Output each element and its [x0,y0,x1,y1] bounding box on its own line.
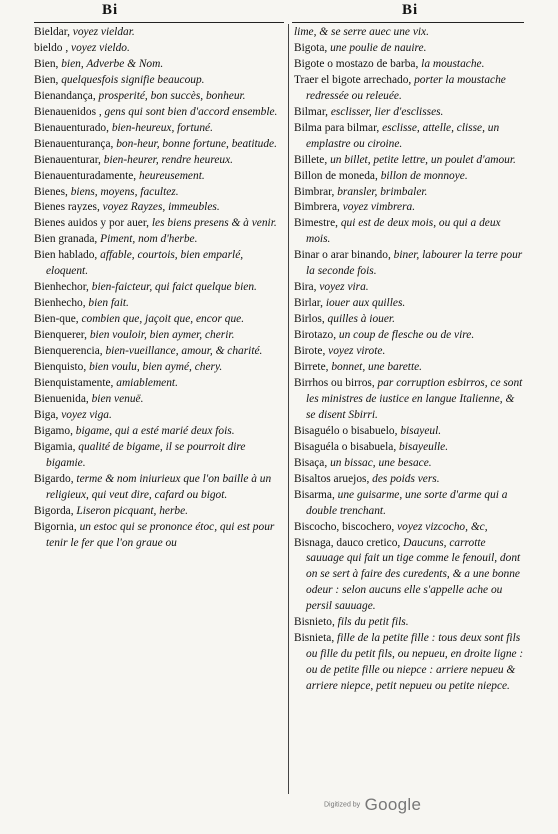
definition: les biens presens & à venir. [151,217,277,230]
headword: Bienauenturado, [34,121,112,134]
dictionary-entry [34,312,286,328]
headword: Bigamia, [34,440,79,453]
definition: affable, courtois, bien emparlé, eloquent. [46,249,244,278]
dictionary-entry [294,153,526,169]
definition: bisayeul. [400,424,442,437]
headword: Bisnaga, dauco cretico, [294,536,404,549]
column-divider [288,24,289,794]
headword: Bisnieta, [294,632,338,645]
dictionary-entry [34,392,286,408]
definition: Daucuns, carrotte sauuage qui fait un tige comme le fenouil, dont on se sert à faire des curedents, & a une bonne odeur : selon aucuns elle s'appelle ache ou persil sauuage. [306,536,521,613]
definition: bonnet, une barette. [331,361,423,374]
headword: Bien, [34,73,62,86]
headword: Bilma para bilmar, [294,121,383,134]
headword: Bigorda, [34,504,77,517]
definition: voyez vizcocho, &c, [397,520,488,533]
headword: Birotazo, [294,329,339,342]
definition: fille de la petite fille : tous deux sont fils ou fille du petit fils, ou nepueu, en droite ligne : ou de petite fille ou niepce : arriere nepueu & arriere niepce, petit nepueu ou petite niepce. [306,632,524,693]
dictionary-entry [294,440,526,456]
headword: Bienquerer, [34,329,90,342]
dictionary-entry [34,344,286,360]
definition: voyez Rayzes, immeubles. [102,201,220,214]
dictionary-entry [294,216,526,248]
headword: Bienes rayzes, [34,201,103,214]
dictionary-entry [34,89,286,105]
dictionary-entry [34,137,286,153]
headword: Bienes, [34,185,71,198]
definition: bisayeulle. [399,440,449,453]
dictionary-entry [294,360,526,376]
definition: quilles à iouer. [327,313,395,326]
headword: Biga, [34,408,62,421]
dictionary-entry [294,344,526,360]
definition: voyez vieldo. [71,41,130,54]
definition: terme & nom iniurieux que l'on baille à un religieux, qui veut dire, cafard ou bigot. [46,472,272,501]
dictionary-entry [34,57,286,73]
dictionary-entry [294,376,526,424]
dictionary-entry [34,169,286,185]
dictionary-entry [34,408,286,424]
definition: un coup de flesche ou de vire. [338,329,475,342]
headword: Birote, [294,345,329,358]
definition: bien venuë. [91,392,144,405]
dictionary-entry [294,520,526,536]
headword: Bisaguélo o bisabuelo, [294,424,401,437]
dictionary-entry [294,472,526,488]
definition: bigame, qui a esté marié deux fois. [75,424,235,437]
dictionary-entry [34,520,286,552]
headword: Bienes auidos y por auer, [34,217,152,230]
definition: esclisser, lier d'esclisses. [330,105,444,118]
dictionary-entry [294,73,526,105]
definition: esclisse, attelle, clisse, un emplastre ou ciroine. [306,121,500,150]
definition: gens qui sont bien d'accord ensemble. [104,105,278,118]
definition: bien vouloir, bien aymer, cherir. [89,329,235,342]
headword: Birrhos ou birros, [294,376,378,389]
headword: Bigardo, [34,472,77,485]
headword: Bimbrar, [294,185,338,198]
definition: des poids vers. [372,472,440,485]
dictionary-entry [34,360,286,376]
dictionary-entry [34,41,286,57]
headword: Birrete, [294,361,332,374]
dictionary-entry [294,105,526,121]
dictionary-entry [34,153,286,169]
right-column [294,25,526,695]
definition: un estoc qui se prononce étoc, qui est pour tenir le fer que l'on graue ou [46,520,275,549]
definition: par corruption esbirros, ce sont les ministres de iustice en langue Italienne, & se disent Sbirri. [306,376,523,421]
definition: qualité de bigame, il se pourroit dire bigamie. [46,440,246,469]
definition: voyez vieldar. [72,26,135,38]
headword: Traer el bigote arrechado, [294,73,415,86]
definition: biner, labourer la terre pour la seconde fois. [306,249,523,278]
definition: une poulie de nauire. [330,41,427,54]
dictionary-entry [294,280,526,296]
dictionary-entry [34,105,286,121]
headword: Bienauenidos , [34,105,105,118]
definition: bon-heur, bonne fortune, beatitude. [116,137,277,150]
headword: Bigota, [294,41,331,54]
column-header-right: Bi [402,2,419,18]
headword: Bien hablado, [34,249,101,262]
headword: Bisaltos aruejos, [294,472,373,485]
headword: Birlos, [294,313,328,326]
headword: Bisaguéla o bisabuela, [294,440,400,453]
definition: quelquesfois signifie beaucoup. [61,73,205,86]
headword: Bienquerencia, [34,345,106,358]
dictionary-entry [294,200,526,216]
dictionary-entry [294,248,526,280]
dictionary-entry [294,169,526,185]
dictionary-entry [34,440,286,472]
definition: bien-faicteur, qui faict quelque bien. [91,281,257,294]
headword: Bigote o mostazo de barba, [294,57,422,70]
dictionary-entry [34,121,286,137]
dictionary-entry [34,25,286,41]
dictionary-entry [34,185,286,201]
dictionary-entry [294,536,526,616]
definition: voyez vira. [319,281,369,294]
dictionary-entry [34,296,286,312]
dictionary-entry [34,73,286,89]
definition: Piment, nom d'herbe. [100,233,198,246]
definition: billon de monnoye. [380,169,468,182]
dictionary-entry [294,312,526,328]
headword: Biscocho, biscochero, [294,520,398,533]
dictionary-entry [34,376,286,392]
headword: Bienuenida, [34,392,92,405]
headword: Bimestre, [294,217,341,230]
headword: Bienhecho, [34,297,89,310]
dictionary-entry [294,185,526,201]
headword: Bienhechor, [34,281,92,294]
headword: bieldo , [34,41,72,54]
dictionary-entry [294,41,526,57]
headword: Bieldar, [34,26,73,38]
headword: Binar o arar binando, [294,249,394,262]
headword: Birlar, [294,297,326,310]
headword: Bilmar, [294,105,331,118]
dictionary-entry [34,280,286,296]
headword: Bien-que, [34,313,82,326]
dictionary-entry [294,328,526,344]
definition: porter la moustache redressée ou releuée. [306,73,506,102]
definition: bransler, brimbaler. [337,185,428,198]
dictionary-entry [294,296,526,312]
dictionary-entry [34,200,286,216]
definition: bien fait. [88,297,129,310]
headword: Bien, [34,57,62,70]
dictionary-entry [294,615,526,631]
dictionary-entry [294,57,526,73]
dictionary-entry [34,232,286,248]
dictionary-entry [294,121,526,153]
dictionary-entry [34,504,286,520]
headword: Bien granada, [34,233,101,246]
dictionary-entry [294,25,526,41]
definition: bien-vueillance, amour, & charité. [105,345,263,358]
header-rule-right [292,22,524,23]
definition: bien, Adverbe & Nom. [61,57,164,70]
headword: Bisarma, [294,488,338,501]
headword: Bira, [294,281,320,294]
definition: combien que, jaçoit que, encor que. [81,313,245,326]
headword: Bienquisto, [34,361,90,374]
definition: un bissac, une besace. [330,456,432,469]
headword: Billete, [294,153,331,166]
headword: Bienandança, [34,89,99,102]
definition: qui est de deux mois, ou qui a deux mois. [306,217,501,246]
dictionary-entry [294,488,526,520]
dictionary-entry [294,631,526,695]
definition: lime, & se serre auec une vix. [294,26,429,38]
headword: Bienauenturar, [34,153,104,166]
definition: voyez virote. [328,345,386,358]
digitized-prefix: Digitized by [324,801,361,809]
headword: Bienquistamente, [34,376,117,389]
definition: voyez vimbrera. [342,201,416,214]
headword: Billon de moneda, [294,169,381,182]
definition: amiablement. [116,376,178,389]
dictionary-entry [34,216,286,232]
definition: fils du petit fils. [337,616,409,629]
headword: Bienauenturança, [34,137,117,150]
definition: bien-heureux, fortuné. [111,121,213,134]
digitized-watermark [324,795,421,815]
column-header-left: Bi [102,2,119,18]
definition: iouer aux quilles. [325,297,406,310]
definition: bien voulu, bien aymé, chery. [89,361,223,374]
google-logo: Google [364,795,422,814]
definition: la moustache. [421,57,485,70]
definition: une guisarme, une sorte d'arme qui a double trenchant. [306,488,508,517]
dictionary-entry [294,456,526,472]
dictionary-entry [34,424,286,440]
definition: biens, moyens, facultez. [70,185,179,198]
dictionary-entry [34,328,286,344]
dictionary-entry [34,472,286,504]
header-rule-left [34,22,284,23]
definition: prosperité, bon succès, bonheur. [98,89,246,102]
headword: Bisnieto, [294,616,338,629]
headword: Bigamo, [34,424,76,437]
left-column [34,25,286,551]
definition: un billet, petite lettre, un poulet d'amour. [330,153,516,166]
definition: voyez viga. [61,408,112,421]
definition: heureusement. [139,169,205,182]
headword: Bimbrera, [294,201,343,214]
definition: bien-heurer, rendre heureux. [103,153,234,166]
dictionary-entry [294,424,526,440]
dictionary-entry [34,248,286,280]
headword: Bisaça, [294,456,331,469]
headword: Bigornia, [34,520,80,533]
definition: Liseron picquant, herbe. [76,504,188,517]
headword: Bienauenturadamente, [34,169,140,182]
